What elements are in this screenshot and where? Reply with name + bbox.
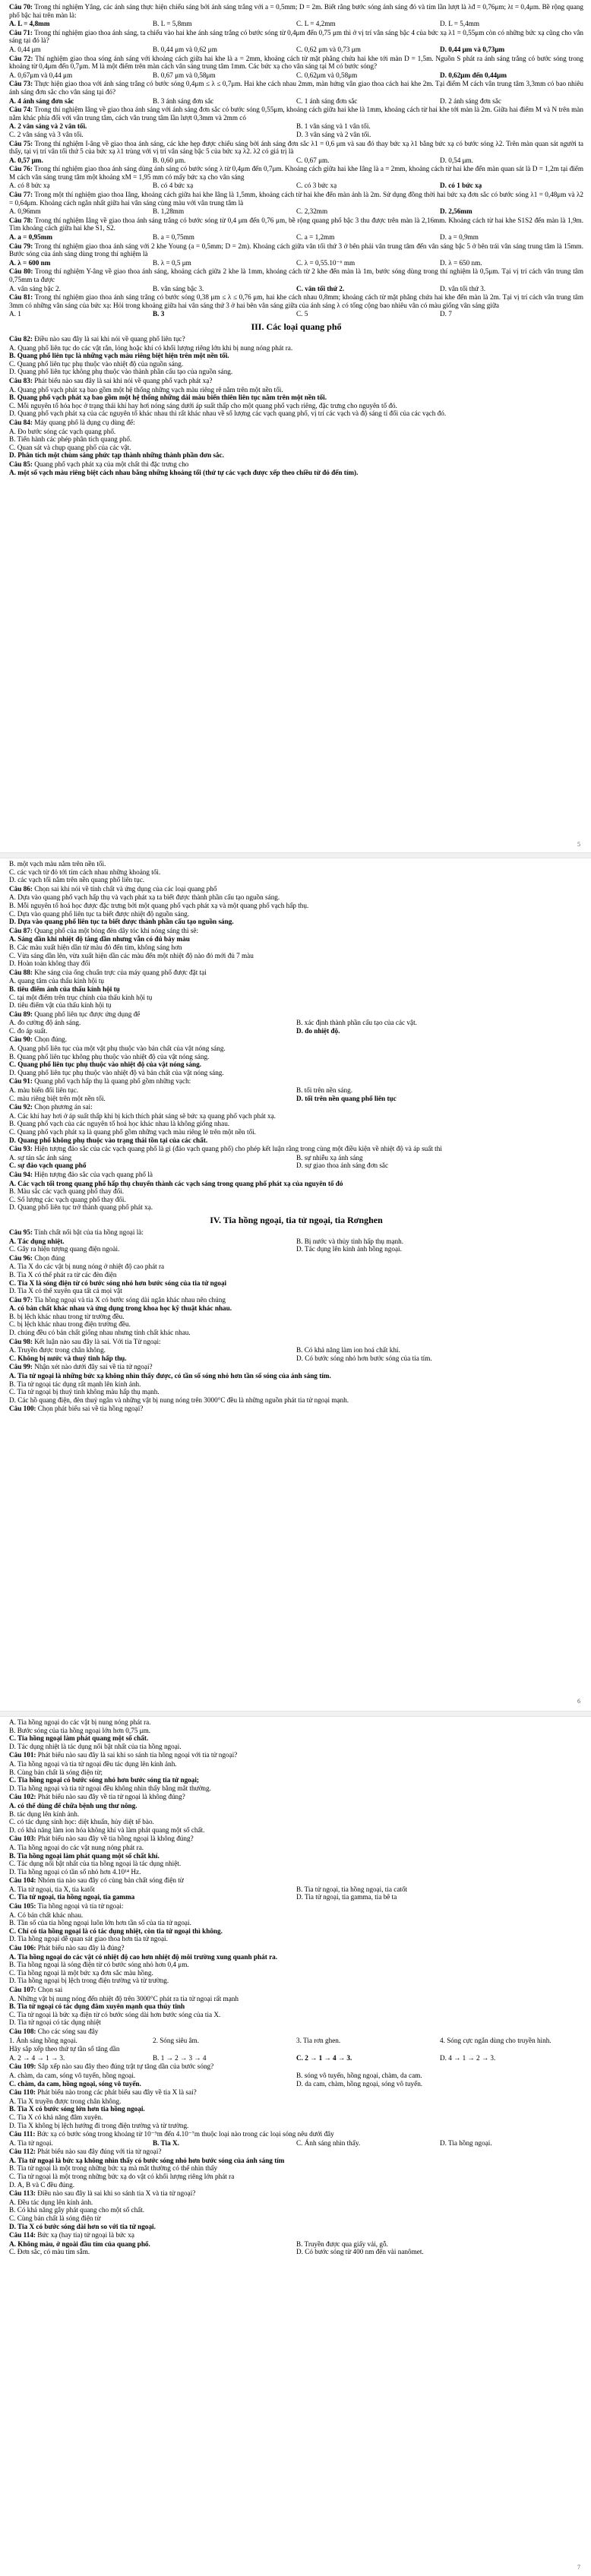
answer-option: A. một số vạch màu riêng biệt cách nhau bằng những khoảng tối (thứ tự các vạch được xếp theo chiều từ đỏ đến tím). [9,469,359,477]
question-text: Câu 97: Tia hồng ngoại và tia X có bước sóng dài ngắn khác nhau nên chúng [9,1295,226,1304]
answer-option: B. 0,44 μm và 0,62 μm [153,45,217,53]
answer-option: D. Tia hồng ngoại. [440,2138,492,2147]
answer-option: A. Tác dụng nhiệt. [9,1237,65,1245]
question-text: Câu 107: Chọn sai [9,1986,63,1993]
question-text: Câu 105: Tia hồng ngoại và tia tử ngoại: [9,1902,124,1911]
answer-option: 3. Tia rơn ghen. [296,2036,341,2044]
answer-options [9,1019,583,1035]
answer-option: C. Vừa sáng dần lên, vừa xuất hiện dần các màu đến một nhiệt độ nào đó mới đủ 7 màu [9,951,254,959]
answer-option: D. Tia tử ngoại, tia gamma, tia bê ta [296,1893,397,1901]
answer-option: D. L = 5,4mm [440,20,480,28]
answer-option: B. Tia X. [153,2138,179,2147]
answer-option: D. Tia hồng ngoại có tần số nhỏ hơn 4.10¹⁴ Hz. [9,1867,141,1876]
answer-option: B. Truyền được qua giấy vải, gỗ. [296,2239,388,2248]
question-text: Câu 76: Trong thí nghiệm giao thoa ánh sáng dùng ánh sáng có bước sóng λ từ 0,4μm đến 0,7μm. Khoảng cách giữa hai khe Iâng là a = 2mm, khoảng cách từ hai khe đến màn quan sát là D = 1,2m tại điểm M cách vân sáng trung tâm một khoảng xM = 1,95 mm có mấy bức xạ cho vân sáng [9,165,583,181]
question-text: Câu 108: Cho các sóng sau đây [9,2027,99,2035]
answer-option: A. 0,67μm và 0,44 μm [9,71,73,79]
answer-options [9,1180,583,1212]
answer-option: B. tối trên nền sáng. [296,1086,352,1095]
answer-option: D. Tia X có thể xuyên qua tất cả mọi vật [9,1287,122,1295]
answer-option: C. Tia hồng ngoại là một bức xạ đơn sắc màu hồng. [9,1968,153,1977]
question-text: Câu 110: Phát biểu nào trong các phát biểu sau đây về tia X là sai? [9,2088,197,2097]
answer-options [9,1086,583,1102]
answer-option: A. Tia hồng ngoại do các vật có nhiệt độ cao hơn nhiệt độ môi trường xung quanh phát ra. [9,1952,278,1961]
answer-option: D. Có bước sóng từ 400 nm đến vài nanômet. [296,2248,424,2256]
answer-option: D. 4 → 1 → 2 → 3. [440,2053,496,2062]
answer-option: C. Đơn sắc, có màu tím sẫm. [9,2248,90,2256]
answer-options [9,893,583,925]
answer-options [9,97,583,106]
question-text: Câu 114: Bức xạ (hay tia) tử ngoại là bức xạ [9,2231,134,2239]
answer-option: B. Quang phổ vạch của các nguyên tố hoá học khác nhau là không giống nhau. [9,1120,230,1128]
answer-option: D. Quang phổ liên tục trở thành quang phổ phát xạ. [9,1203,153,1212]
question-text: Câu 82: Điều nào sau đây là sai khi nói về quang phổ liên tục? [9,334,185,343]
answer-option: D. 7 [440,310,452,318]
answer-option: B. Quang phổ liên tục là những vạch màu riêng biệt hiện trên một nền tối. [9,352,229,360]
question-text: Câu 74: Trong thí nghiệm Iâng về giao thoa ánh sáng với ánh sáng đơn sắc có bước sóng 0,55μm, khoảng cách giữa hai khe là 1mm, khoảng cách từ hai khe tới màn là 2m. Giữa hai điểm M và N trên màn nằm khác phía đối với vân trung tâm, cách vân trung tâm lần lượt 0,3mm và 2mm có [9,106,583,122]
answer-option: C. Tia tử ngoại là một trong những bức xạ do vật có khối lượng riêng lớn phát ra [9,2173,235,2181]
answer-option: D. 0,62μm đến 0,44μm [440,71,507,79]
question-text: Câu 84: Máy quang phổ là dụng cụ dùng để: [9,418,135,426]
answer-option: A. Tia tử ngoại là bức xạ không nhìn thấy có bước sóng nhỏ hơn bước sóng của ánh sáng tím [9,2156,285,2164]
answer-option: C. các vạch từ đỏ tới tím cách nhau những khoảng tối. [9,868,161,876]
question-text: Câu 83: Phát biểu nào sau đây là sai khi nói về quang phổ vạch phát xạ? [9,376,213,384]
answer-option: 1. Ánh sáng hồng ngoại. [9,2036,77,2044]
answer-option: A. 4 ánh sáng đơn sắc [9,96,74,105]
answer-option: C. Quang phổ vạch phát xạ là quang phổ gồm những vạch màu riêng lẻ trên một nền tối. [9,1128,256,1136]
answer-option: C. Chỉ có tia hồng ngoại là có tác dụng nhiệt, còn tia tử ngoại thì không. [9,1926,223,1935]
answer-option: D. Tia X không bị lệch hướng đi trong điện trường và từ trường. [9,2121,189,2129]
answer-option: A. 2 → 4 → 1 → 3. [9,2053,65,2062]
question-text: Hãy sắp xếp theo thứ tự tần số tăng dần [9,2045,120,2053]
question-text: Câu 89: Quang phổ liên tục được ứng dụng để [9,1010,141,1018]
answer-option: D. Quang phổ vạch phát xạ của các nguyên tố khác nhau thì rất khác nhau về số lượng các vạch quang phổ, vị trí các vạch và độ sáng tỉ đối của các vạch đó. [9,409,447,418]
answer-option: D. Các hồ quang điện, đèn thuỷ ngân và những vật bị nung nóng trên 3000°C đều là những nguồn phát tia tử ngoại mạnh. [9,1395,349,1404]
answer-option: B. Tần số của tia hồng ngoại luôn lớn hơn tần số của tia tử ngoại. [9,1919,191,1927]
answer-option: B. 1,28mm [153,207,185,216]
answer-option: C. màu riêng biệt trên một nền tối. [9,1094,106,1102]
section-title: III. Các loại quang phổ [251,321,342,332]
answer-option: A. có thể dùng để chữa bệnh ung thư nông. [9,1801,137,1810]
answer-option: C. Gây ra hiện tượng quang điện ngoài. [9,1245,120,1253]
answer-option: A. Tia hồng ngoại và tia tử ngoại đều tác dụng lên kính ảnh. [9,1759,177,1768]
answer-option: A. Tia hồng ngoại do các vật bị nung nóng phát ra. [9,1718,151,1726]
question-text: Câu 111: Bức xạ có bước sóng trong khoảng từ 10⁻⁹m đến 4.10⁻⁷m thuộc loại nào trong các loại sóng nêu dưới đây [9,2130,334,2138]
answer-option: A. đo cường độ ánh sáng. [9,1019,81,1027]
answer-options [9,860,583,884]
question-text: Câu 94: Hiện tượng đảo sắc của vạch quang phổ là [9,1170,153,1178]
question-text: Câu 86: Chọn sai khi nói về tính chất và ứng dụng của các loại quang phổ [9,884,217,893]
answer-option: D. λ = 650 nm. [440,258,482,267]
answer-option: C. Tia hồng ngoại làm phát quang một số chất. [9,1734,149,1743]
answer-options [9,182,583,190]
answer-option: A. Những vật bị nung nóng đến nhiệt độ trên 3000°C phát ra tia tử ngoại rất mạnh [9,1994,239,2002]
answer-option: C. Mỗi nguyên tố hóa học ở trạng thái khí hay hơi nóng sáng dưới áp suất thấp cho một quang phổ vạch riêng, đặc trưng cho nguyên tố đó. [9,401,397,409]
answer-option: B. Cùng bản chất là sóng điện từ; [9,1768,103,1776]
answer-option: A. Tia X do các vật bị nung nóng ở nhiệt độ cao phát ra [9,1263,165,1271]
question-text: Câu 71: Trong thí nghiệm giao thoa ánh sáng, ta chiếu vào hai khe ánh sáng trắng có bước sóng từ 0,4μm đến 0,75 μm thì ở vị trí vân sáng bậc 4 của bức xạ λ1 = 0,55μm còn có những bức xạ cũng cho vân sáng tại đó là? [9,28,583,45]
answer-options [9,207,583,216]
answer-option: D. A, B và C đều đúng. [9,2180,75,2189]
answer-option: D. Có bước sóng nhỏ hơn bước sóng của tia tím. [296,1354,432,1362]
answer-option: B. 3 [153,310,165,318]
answer-options [9,1154,583,1170]
answer-option: B. λ = 0,5 μm [153,258,191,267]
question-text: Câu 100: Chọn phát biểu sai về tia hồng ngoại? [9,1405,144,1413]
answer-options [9,344,583,376]
answer-option: B. Tia hồng ngoại là sóng điện từ có bước sóng nhỏ hơn 0,4 μm. [9,1961,189,1969]
answer-options [9,2157,583,2189]
answer-option: C. Tia hồng ngoại có bước sóng nhỏ hơn bước sóng tia tử ngoại; [9,1776,199,1784]
question-text: Câu 77: Trong một thí nghiệm giao thoa Iâng, khoảng cách giữa hai khe Iâng là 1,5mm, khoảng cách từ hai khe đến màn ảnh là 2m. Sử dụng đồng thời hai bức xạ đơn sắc có bước sóng λ1 = 0,48μm và λ2 = 0,64μm. Khoảng cách ngắn nhất giữa hai vân sáng cùng màu với vân trung tâm là [9,191,583,207]
answer-option: C. Quan sát và chụp quang phổ của các vật. [9,443,131,451]
answer-option: C. 2,32mm [296,207,328,216]
page-separator [0,852,591,858]
answer-options [9,1760,583,1792]
answer-option: A. Các khí hay hơi ở áp suất thấp khi bị kích thích phát sáng sẽ bức xạ quang phổ vạch phát xạ. [9,1111,276,1120]
answer-option: A. λ = 600 nm [9,258,51,267]
answer-option: A. Không màu, ở ngoài đầu tím của quang phổ. [9,2239,150,2248]
answer-option: A. 1 [9,310,21,318]
answer-option: C. 5 [296,310,308,318]
answer-option: C. Tia tử ngoại bị thuỷ tinh không màu hấp thụ mạnh. [9,1388,160,1396]
question-text: Câu 70: Trong thí nghiệm Yâng, các ánh sáng thực hiện chiếu sáng bởi ánh sáng trắng với a = 0,5mm; D = 2m. Biết rằng bước sóng ánh sáng đỏ và tím lần lượt là λđ = 0,76μm; λt = 0,4μm. Bề rộng quang phổ bậc hai trên màn là: [9,3,583,19]
answer-option: B. 0,67 μm và 0,58μm [153,71,216,79]
answer-option: C. Dựa vào quang phổ liên tục ta biết được nhiệt độ nguồn sáng. [9,909,190,918]
answer-option: B. xác định thành phần cấu tạo của các vật. [296,1019,417,1027]
question-text: Câu 92: Chọn phương án sai: [9,1103,93,1111]
answer-option: A. Dựa vào quang phổ vạch hấp thụ và vạch phát xạ ta biết được thành phần cấu tạo nguồn sáng. [9,893,280,902]
question-text: Câu 78: Trong thí nghiệm Iâng về giao thoa ánh sáng trắng có bước sóng từ 0,4 μm đến 0,76 μm, bề rộng quang phổ bậc 3 thu được trên màn là 2,16mm. Khoảng cách từ hai khe S1S2 đến màn là 1,9m. Tìm khoảng cách giữa hai khe S1, S2. [9,216,583,232]
answer-option: A. 2 vân sáng và 2 vân tối. [9,122,87,131]
answer-option: D. 2 ánh sáng đơn sắc [440,96,501,105]
question-text: Câu 91: Quang phổ vạch hấp thụ là quang phổ gồm những vạch: [9,1077,191,1086]
answer-option: C. Ánh sáng nhìn thấy. [296,2138,361,2147]
answer-option: A. Tia tử ngoại là những bức xạ không nhìn thấy được, có tần số sóng nhỏ hơn tần số sóng của ánh sáng tím. [9,1372,331,1380]
answer-option: A. có 8 bức xạ [9,182,50,190]
answer-option: B. một vạch màu nằm trên nền tối. [9,860,106,868]
page-1 [0,3,591,851]
answer-option: D. đo nhiệt độ. [296,1026,340,1035]
answer-option: C. có tác dụng sinh học: diệt khuẩn, hủy diệt tế bào. [9,1818,154,1826]
answer-options [9,122,583,138]
answer-option: B. Tia X có bước sóng lớn hơn tia hồng ngoại. [9,2105,145,2113]
answer-option: A. sự tán sắc ánh sáng [9,1153,72,1162]
answer-options [9,46,583,54]
answer-option: A. vân sáng bậc 2. [9,284,61,292]
answer-option: A. Tia tử ngoại, tia X, tia katốt [9,1885,95,1893]
answer-option: B. Mỗi nguyên tố hoá học được đặc trưng bởi một quang phổ vạch phát xạ và một quang phổ vạch hấp thụ. [9,901,309,909]
answer-option: D. có 1 bức xạ [440,182,482,190]
question-text: Câu 75: Trong thí nghiệm I-âng về giao thoa ánh sáng, các khe hẹp được chiếu sáng bởi ánh sáng đơn sắc λ1 = 0,6 μm và sau đó thay bức xạ λ1 bằng bức xạ có bước sóng λ2. Trên màn quan sát người ta thấy, tại vị trí vân tối thứ 5 của bức xạ λ1 trùng với vị trí vân sáng bậc 5 của bức xạ λ2. λ2 có giá trị là [9,139,583,156]
question-text: Câu 88: Khe sáng của ống chuẩn trực của máy quang phổ được đặt tại [9,968,207,976]
answer-options [9,977,583,1009]
answer-option: A. L = 4,8mm [9,20,50,28]
answer-option: A. Quang phổ liên tục của một vật phụ thuộc vào bản chất của vật nóng sáng. [9,1045,226,1053]
answer-options [9,2097,583,2129]
answer-options [9,1995,583,2027]
answer-option: B. 1 → 2 → 3 → 4 [153,2053,207,2062]
section-title: IV. Tia hồng ngoại, tia tử ngoại, tia Rơnghen [210,1214,383,1225]
answer-option: D. da cam, chàm, hồng ngoại, sóng vô tuyến. [296,2079,423,2088]
answer-option: C. Không bị nước và thuỷ tinh hấp thụ. [9,1354,127,1362]
answer-option: B. Các màu xuất hiện dần từ màu đỏ đến tím, không sáng hơn [9,943,182,951]
question-text: Câu 112: Phát biểu nào sau đây đúng với tia tử ngoại? [9,2148,162,2156]
answer-option: B. a = 0,75mm [153,233,194,242]
answer-options [9,2240,583,2256]
answer-options [9,2054,583,2062]
answer-option: B. sóng vô tuyến, hồng ngoại, chàm, da cam. [296,2071,422,2079]
answer-option: A. Các vạch tối trong quang phổ hấp thụ chuyển thành các vạch sáng trong quang phổ phát xạ của nguyên tố đó [9,1179,343,1187]
answer-options [9,1953,583,1985]
answer-option: D. Quang phổ liên tục không phụ thuộc vào thành phần cấu tạo của nguồn sáng. [9,368,233,376]
answer-option: C. bị lệch khác nhau trong điện trường đều. [9,1320,131,1329]
answer-option: B. Quang phổ vạch phát xạ bao gồm một hệ thống những dải màu biến thiên liên tục nằm trên một nền tối. [9,394,327,402]
question-text: Câu 90: Chọn đúng. [9,1035,68,1044]
answer-option: B. Tia X có thể phát ra từ các đèn điện [9,1270,117,1279]
answer-options [9,2198,583,2230]
answer-option: D. Quang phổ liên tục phụ thuộc vào nhiệt độ và bản chất của vật nóng sáng. [9,1068,224,1076]
page-separator [0,1711,591,1717]
page-2 [0,860,591,1708]
answer-option: A. 0,44 μm [9,45,41,53]
answer-option: B. Tia tử ngoại, tia hồng ngoại, tia catốt [296,1885,408,1893]
answer-options [9,1112,583,1144]
answer-option: A. Có bản chất khác nhau. [9,1911,84,1919]
answer-option: B. Có khả năng làm ion hoá chất khí. [296,1346,400,1354]
answer-option: A. 0,57 μm. [9,156,43,164]
answer-option: C. Tác dụng nổi bật nhất của tia hồng ngoại là tác dụng nhiệt. [9,1860,182,1868]
answer-option: D. Tác dụng nhiệt là tác dụng nổi bật nhất của tia hồng ngoại. [9,1742,182,1750]
answer-options [9,233,583,242]
answer-option: D. Tia hồng ngoại bị lệch trong điện trường và từ trường. [9,1977,169,1985]
question-text: Câu 72: Thí nghiệm giao thoa sóng ánh sáng với khoảng cách giữa hai khe là a = 2mm, khoảng cách từ mặt phẳng chứa hai khe tới màn D = 1,5m. Nguồn S phát ra ánh sáng trắng có bước sóng trong khoảng từ 0,4μm đến 0,7μm. M là một điểm trên màn cách vân sáng trung tâm 1mm. Các bức xạ cho vân sáng tại M có bước sóng? [9,54,583,71]
answer-option: D. a = 0,9mm [440,233,479,242]
question-text: Câu 98: Kết luận nào sau đây là sai. Với tia Tử ngoại: [9,1337,161,1345]
answer-option: D. tối trên nền quang phổ liên tục [296,1094,397,1102]
answer-option: B. sự nhiễu xạ ánh sáng [296,1153,363,1162]
answer-option: D. Quang phổ không phụ thuộc vào trạng thái tồn tại của các chất. [9,1136,208,1144]
answer-option: A. Quang phổ liên tục do các vật rắn, lỏng hoặc khí có khối lượng riêng lớn khi bị nung nóng phát ra. [9,343,293,352]
answer-option: B. L = 5,8mm [153,20,192,28]
answer-option: B. vân sáng bậc 3. [153,284,204,292]
answer-options [9,2139,583,2148]
question-text: Câu 102: Phát biểu nào sau đây về tia tử ngoại là không đúng? [9,1793,185,1801]
answer-option: A. a = 0,95mm [9,233,53,242]
answer-option: D. 0,44 μm và 0,73μm [440,45,505,53]
answer-option: B. tiêu điểm ảnh của thấu kính hội tụ [9,985,120,993]
answer-option: A. có bản chất khác nhau và ứng dụng trong khoa học kỹ thuật khác nhau. [9,1304,232,1313]
answer-option: D. tiêu điểm vật của thấu kính hội tụ [9,1001,112,1010]
answer-option: A. Sáng dần khi nhiệt độ tăng dần nhưng vẫn có đủ bảy màu [9,935,190,943]
question-text: Câu 81: Trong thí nghiệm giao thoa ánh sáng trắng có bước sóng 0,38 μm ≤ λ ≤ 0,76 μm, hai khe cách nhau 0,8mm; khoảng cách từ mặt phẳng chứa hai khe đến màn là 2m. Tại vị trí cách vân trung tâm 3mm có những vân sáng của bức xạ: Hỏi trong khoảng giữa hai vân sáng thứ 3 ở hai bên vân sáng giữa của ánh sáng λ có tổng cộng bao nhiêu vân có màu giống vân sáng giữa [9,293,583,309]
question-text: Câu 79: Trong thí nghiệm giao thoa ánh sáng với 2 khe Young (a = 0,5mm; D = 2m). Khoảng cách giữa vân tối thứ 3 ở bên phải vân trung tâm đến vân sáng bậc 5 ở bên trái vân sáng trung tâm là 15mm. Bước sóng của ánh sáng dùng trong thí nghiệm là [9,242,583,258]
answer-option: A. Quang phổ vạch phát xạ bao gồm một hệ thống những vạch màu riêng rẽ nằm trên một nền tối. [9,385,283,394]
answer-option: A. Tia hồng ngoại do các vật nung nóng phát ra. [9,1843,144,1851]
answer-options [9,285,583,293]
answer-option: B. Tia tử ngoại là một trong những bức xạ mà mắt thường có thể nhìn thấy [9,2164,218,2173]
answer-options [9,386,583,418]
answer-option: C. 1 ánh sáng đơn sắc [296,96,358,105]
answer-options [9,1911,583,1943]
answer-option: C. 0,62μm và 0,58μm [296,71,358,79]
answer-option: B. 3 ánh sáng đơn sắc [153,96,214,105]
answer-option: D. Tia hồng ngoại và tia tử ngoại đều không nhìn thấy bằng mắt thường. [9,1784,211,1792]
answer-option: C. a = 1,2mm [296,233,335,242]
question-text: Câu 95: Tính chất nổi bật của tia hồng ngoại là: [9,1228,144,1236]
answer-option: B. Có khả năng gây phát quang cho một số chất. [9,2206,145,2214]
answer-options [9,310,583,318]
answer-option: B. có 4 bức xạ [153,182,194,190]
answer-option: B. Bị nước và thủy tinh hấp thụ mạnh. [296,1237,404,1245]
answer-option: D. Tác dụng lên kính ảnh hồng ngoại. [296,1245,402,1253]
answer-option: C. Tia tử ngoại là bức xạ điện từ có bước sóng dài hơn bước sóng của tia X. [9,2010,221,2018]
answer-option: C. chàm, da cam, hồng ngoại, sóng vô tuyến. [9,2079,141,2088]
question-text: Câu 101: Phát biểu nào sau đây là sai khi so sánh tia hồng ngoại với tia tử ngoại? [9,1751,238,1759]
answer-option: C. Quang phổ liên tục phụ thuộc vào nhiệt độ của vật nóng sáng. [9,1060,201,1069]
answer-options [9,2037,583,2045]
question-text: Câu 113: Điều nào sau đây là sai khi so sánh tia X và tia tử ngoại? [9,2189,196,2198]
question-text: Câu 80: Trong thí nghiệm Y-âng về giao thoa ánh sáng, khoảng cách giữa 2 khe là 1mm, khoảng cách từ 2 khe đến màn là 1m, bước sóng dùng trong thí nghiệm là 0,5μm. Tại vị trí cách vân trung tâm 0,75mm ta được [9,267,583,283]
answer-option: A. Truyền được trong chân không. [9,1346,106,1354]
answer-option: C. Tia tử ngoại, tia hồng ngoại, tia gamma [9,1893,135,1901]
answer-options [9,469,583,477]
answer-option: A. màu biến đổi liên tục. [9,1086,79,1095]
answer-option: A. Đều tác dụng lên kính ảnh. [9,2198,93,2206]
answer-option: C. L = 4,2mm [296,20,336,28]
answer-options [9,428,583,460]
answer-options [9,2072,583,2088]
answer-option: C. Cùng bản chất là sóng điện từ [9,2214,101,2223]
answer-option: B. Tia tử ngoại tác dụng rất mạnh lên kính ảnh. [9,1380,141,1388]
answer-option: D. chúng đều có bản chất giống nhau nhưng tính chất khác nhau. [9,1329,191,1337]
answer-option: C. 0,67 μm. [296,156,330,164]
answer-options [9,935,583,967]
answer-option: D. Phân tích một chùm sáng phức tạp thành những thành phần đơn sắc. [9,451,224,460]
answer-options [9,1885,583,1901]
answer-option: C. có 3 bức xạ [296,182,337,190]
answer-option: A. 0,96mm [9,207,41,216]
answer-option: C. vân tối thứ 2. [296,284,345,292]
page-number: 5 [577,841,580,849]
answer-option: B. bị lệch khác nhau trong từ trường đều. [9,1312,125,1320]
question-text: Câu 106: Phát biểu nào sau đây là đúng? [9,1944,125,1952]
answer-options [9,1237,583,1253]
answer-option: 2. Sóng siêu âm. [153,2036,199,2044]
answer-option: A. Tia tử ngoại. [9,2138,53,2147]
answer-options [9,20,583,28]
answer-option: B. Quang phổ liên tục không phụ thuộc vào nhiệt độ của vật nóng sáng. [9,1052,210,1060]
answer-option: C. Tia X là sóng điện từ có bước sóng nhỏ hơn bước sóng của tia tử ngoại [9,1279,227,1287]
answer-options [9,1346,583,1362]
answer-option: D. Tia tử ngoại có tác dụng nhiệt [9,2018,101,2027]
answer-option: C. Quang phổ liên tục phụ thuộc vào nhiệt độ của nguồn sáng. [9,359,184,368]
answer-option: D. 3 vân sáng và 2 vân tối. [296,130,371,138]
answer-option: D. sự giao thoa ánh sáng đơn sắc [296,1162,389,1170]
answer-option: C. 0,62 μm và 0,73 μm [296,45,361,53]
answer-option: D. có khả năng làm ion hóa không khí và làm phát quang một số chất. [9,1825,205,1834]
answer-option: C. tại một điểm trên trục chính của thấu kính hội tụ [9,993,153,1001]
answer-option: A. Tia X truyền được trong chân không. [9,2097,122,2105]
answer-option: D. Tia hồng ngoại dễ quan sát giao thoa hơn tia tử ngoại. [9,1935,168,1943]
page-number: 7 [577,2564,580,2571]
answer-option: B. Màu sắc các vạch quang phổ thay đổi. [9,1187,125,1196]
answer-options [9,1045,583,1076]
answer-option: C. sự đảo vạch quang phổ [9,1162,87,1170]
answer-option: B. tác dụng lên kính ảnh. [9,1810,80,1818]
answer-option: B. 1 vân sáng và 1 vân tối. [296,122,371,131]
question-text: Câu 104: Nhóm tia nào sau đây có cùng bản chất sóng điện từ [9,1876,184,1885]
page-3 [0,1718,591,2574]
answer-option: A. chàm, da cam, sóng vô tuyến, hồng ngoại. [9,2071,136,2079]
question-text: Câu 93: Hiện tượng đảo sắc của các vạch quang phổ là gì (đảo vạch quang phổ) cho phép kết luận rằng trong cùng một điều kiện về nhiệt độ và áp suất thì [9,1145,442,1153]
page-number: 6 [577,1698,580,1705]
answer-option: B. Tia tử ngoại có tác dụng đâm xuyên mạnh qua thủy tinh [9,2002,185,2011]
answer-option: C. Số lượng các vạch quang phổ thay đổi. [9,1195,126,1203]
answer-options [9,259,583,267]
answer-option: C. đo áp suất. [9,1026,48,1035]
question-text: Câu 85: Quang phổ vạch phát xạ của một chất thì đặc trưng cho [9,460,189,468]
answer-option: C. λ = 0,55.10⁻⁶ mm [296,258,356,267]
answer-options [9,1372,583,1404]
answer-options [9,1304,583,1336]
answer-options [9,1718,583,1750]
answer-option: D. Tia X có bước sóng dài hơn so với tia tử ngoại. [9,2222,156,2230]
answer-option: D. vân tối thứ 3. [440,284,486,292]
answer-option: B. Tia hồng ngoại làm phát quang một số chất khí. [9,1851,160,1860]
question-text: Câu 87: Quang phổ của một bóng đèn dây tóc khi nóng sáng thì sẽ: [9,926,199,934]
question-text: Câu 96: Chọn đúng [9,1253,65,1262]
answer-option: D. 0,54 μm. [440,156,473,164]
answer-option: C. 2 → 1 → 4 → 3. [296,2053,352,2062]
answer-option: B. 0,60 μm. [153,156,186,164]
answer-options [9,1263,583,1294]
answer-options [9,1844,583,1876]
answer-option: C. Tia X có khả năng đâm xuyên. [9,2113,103,2121]
answer-option: D. Hoàn toàn không thay đổi [9,959,90,968]
answer-options [9,1802,583,1834]
answer-option: D. 2,56mm [440,207,472,216]
answer-option: C. 2 vân sáng và 3 vân tối. [9,130,84,138]
question-text: Câu 99: Nhận xét nào dưới đây sai về tia tử ngoại? [9,1363,153,1371]
question-text: Câu 109: Sắp xếp nào sau đây theo đúng trật tự tăng dần của bước sóng? [9,2062,214,2071]
answer-option: B. Tiến hành các phép phân tích quang phổ. [9,435,132,444]
answer-option: A. Đo bước sóng các vạch quang phổ. [9,427,116,435]
answer-option: D. các vạch tối nằm trên nền quang phổ liên tục. [9,876,145,884]
answer-options [9,71,583,80]
question-text: Câu 73: Thực hiện giao thoa với ánh sáng trắng có bước sóng 0,4μm ≤ λ ≤ 0,7μm. Hai khe cách nhau 2mm, màn hứng vân giao thoa cách hai khe 2m. Tại điểm M cách vân trung tâm 3,3mm có bao nhiêu ánh sáng đơn sắc cho vân sáng tại đó? [9,80,584,96]
answer-option: B. Bước sóng của tia hồng ngoại lớn hơn 0,75 μm. [9,1726,151,1734]
answer-option: A. quang tâm của thấu kính hội tụ [9,977,105,985]
answer-option: D. Dựa vào quang phổ liên tục ta biết được thành phần cấu tạo nguồn sáng. [9,918,234,926]
question-text: Câu 103: Phát biểu nào sau đây về tia hồng ngoại là không đúng? [9,1835,194,1843]
answer-option: 4. Sóng cực ngắn dùng cho truyền hình. [440,2036,551,2044]
answer-options [9,156,583,165]
